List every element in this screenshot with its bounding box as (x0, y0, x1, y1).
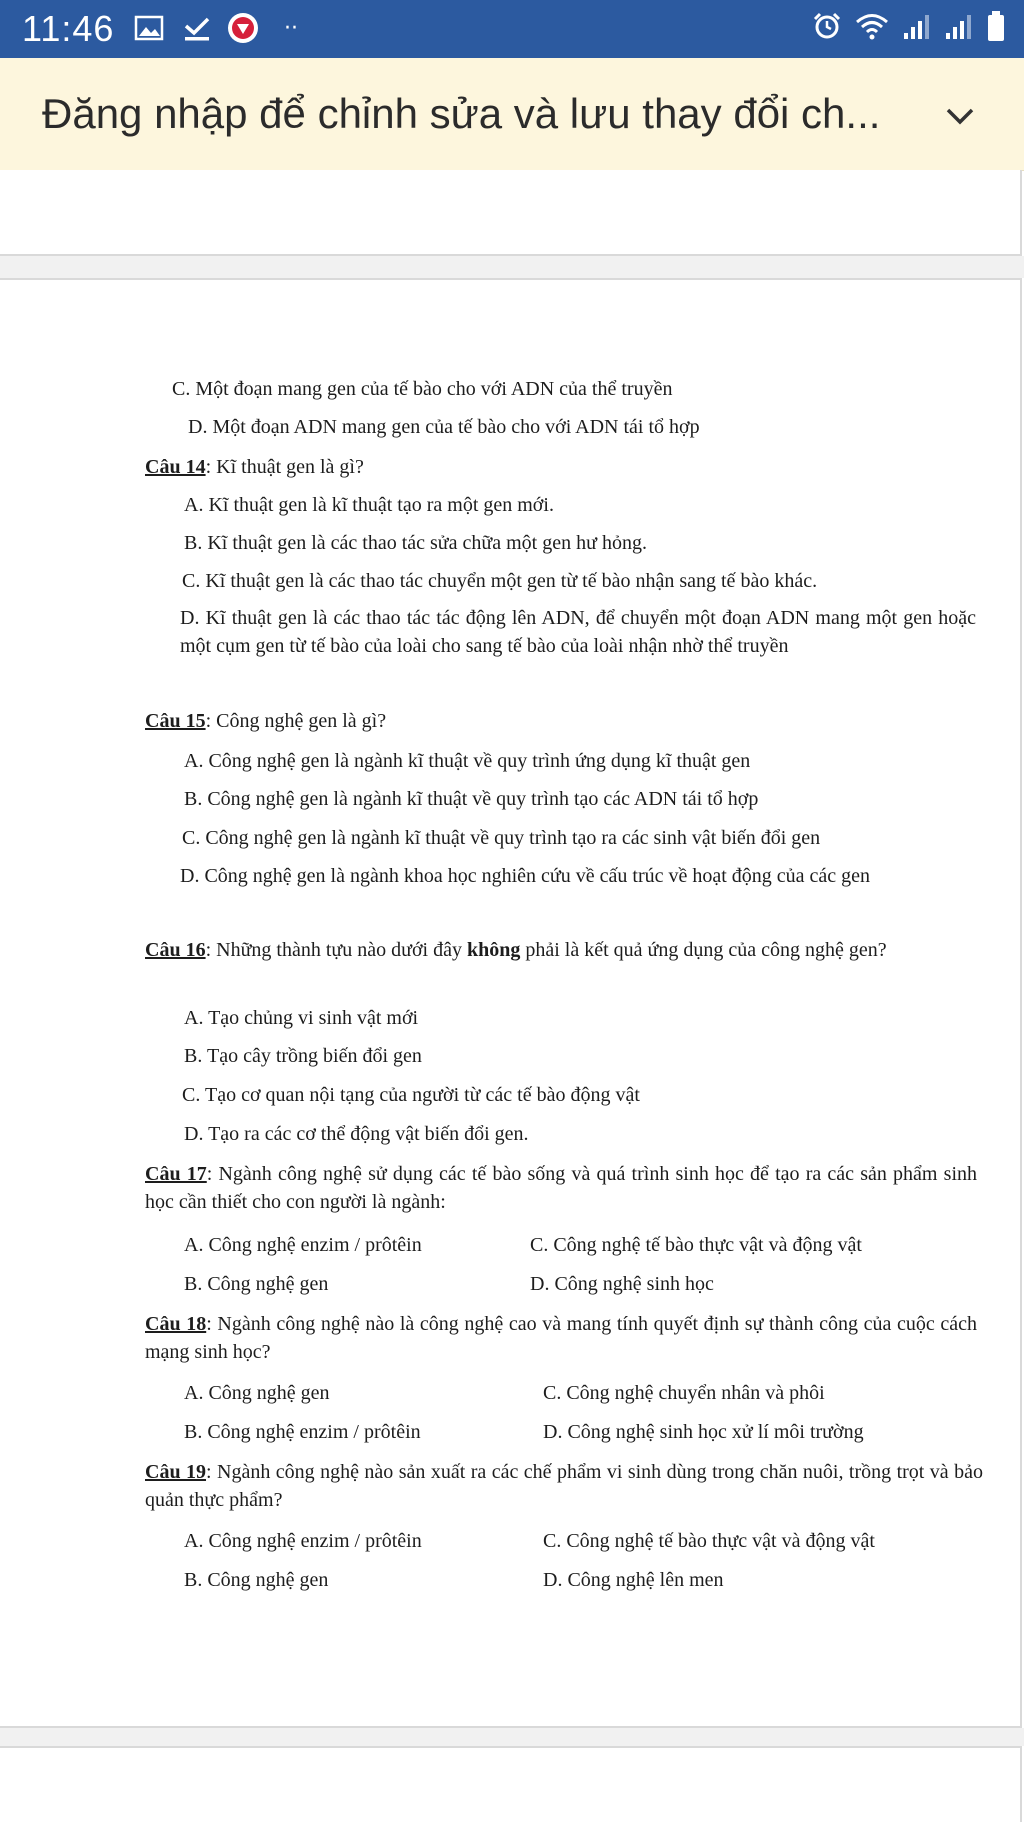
q16-option-b: B. Tạo cây trồng biến đổi gen (184, 1045, 422, 1067)
image-icon (134, 12, 164, 44)
q17-option-d: D. Công nghệ sinh học (530, 1273, 714, 1295)
q16-text-before: : Những thành tựu nào dưới đây (205, 939, 467, 961)
q17-question (145, 1160, 977, 1216)
q15-option-a: A. Công nghệ gen là ngành kĩ thuật về quy trình ứng dụng kĩ thuật gen (184, 750, 751, 772)
q17-option-c: C. Công nghệ tế bào thực vật và động vật (530, 1234, 862, 1256)
q15-number: Câu 15 (145, 710, 206, 732)
status-time: 11:46 (22, 8, 115, 49)
q19-option-c: C. Công nghệ tế bào thực vật và động vật (543, 1530, 875, 1552)
app-badge-icon (226, 12, 260, 44)
q19-option-a: A. Công nghệ enzim / prôtêin (184, 1530, 422, 1552)
next-page-area (0, 1746, 1022, 1822)
q17-option-b: B. Công nghệ gen (184, 1273, 329, 1295)
q18-option-c: C. Công nghệ chuyển nhân và phôi (543, 1382, 825, 1404)
q15-option-b: B. Công nghệ gen là ngành kĩ thuật về quy trình tạo các ADN tái tổ hợp (184, 788, 759, 810)
status-bar (0, 0, 1024, 58)
document-page (0, 278, 1022, 1728)
q13-option-d: D. Một đoạn ADN mang gen của tế bào cho với ADN tái tổ hợp (188, 416, 700, 438)
q18-number: Câu 18 (145, 1313, 207, 1335)
q19-option-b: B. Công nghệ gen (184, 1569, 329, 1591)
q15-option-d: D. Công nghệ gen là ngành khoa học nghiên cứu về cấu trúc về hoạt động của các gen (180, 865, 871, 887)
q13-option-c: C. Một đoạn mang gen của tế bào cho với ADN của thể truyền (172, 378, 673, 400)
page-gap (0, 256, 1024, 278)
q16-option-c: C. Tạo cơ quan nội tạng của người từ các tế bào động vật (182, 1084, 640, 1106)
q16-number: Câu 16 (145, 939, 206, 961)
q14-number: Câu 14 (145, 456, 206, 478)
wifi-icon (854, 11, 890, 46)
q17-text: : Ngành công nghệ sử dụng các tế bào sống và quá trình sinh học để tạo ra các sản phẩm sinh học cần thiết cho con người là ngành: (145, 1163, 977, 1213)
q15-question (145, 710, 386, 733)
q17-option-a: A. Công nghệ enzim / prôtêin (184, 1234, 422, 1256)
q14-option-a: A. Kĩ thuật gen là kĩ thuật tạo ra một gen mới. (184, 494, 554, 516)
q18-option-b: B. Công nghệ enzim / prôtêin (184, 1421, 421, 1443)
chevron-down-icon[interactable] (942, 102, 978, 132)
q15-text: : Công nghệ gen là gì? (205, 710, 387, 732)
q14-text: : Kĩ thuật gen là gì? (205, 456, 364, 478)
previous-page-area (0, 170, 1022, 256)
battery-icon (986, 10, 1006, 47)
q14-option-c: C. Kĩ thuật gen là các thao tác chuyển một gen từ tế bào nhận sang tế bào khác. (182, 570, 818, 592)
q19-text: : Ngành công nghệ nào sản xuất ra các chế phẩm vi sinh dùng trong chăn nuôi, trồng trọt và bảo quản thực phẩm? (145, 1461, 983, 1511)
signal-icon (944, 11, 974, 46)
q16-option-d: D. Tạo ra các cơ thể động vật biến đổi gen. (184, 1123, 529, 1145)
download-done-icon (182, 12, 212, 44)
q18-question (145, 1310, 977, 1366)
signal-icon (902, 11, 932, 46)
q18-option-a: A. Công nghệ gen (184, 1382, 330, 1404)
q14-question (145, 456, 364, 479)
q16-text-bold: không (466, 939, 521, 961)
status-icons (812, 10, 1006, 47)
q16-option-a: A. Tạo chủng vi sinh vật mới (184, 1007, 419, 1029)
alarm-icon (812, 11, 842, 46)
q19-number: Câu 19 (145, 1461, 207, 1483)
q17-number: Câu 17 (145, 1163, 207, 1185)
page-gap (0, 1728, 1024, 1746)
q19-question (145, 1458, 983, 1514)
q16-text-after: phải là kết quả ứng dụng của công nghệ gen? (520, 939, 887, 961)
q16-question (145, 936, 977, 964)
q18-option-d: D. Công nghệ sinh học xử lí môi trường (543, 1421, 864, 1443)
q14-option-d: D. Kĩ thuật gen là các thao tác tác động lên ADN, để chuyển một đoạn ADN mang một gen hoặc một cụm gen từ tế bào của loài cho sang tế bào của loài nhận nhờ thể truyền (180, 607, 976, 657)
login-banner[interactable] (0, 58, 1024, 171)
banner-text: Đăng nhập để chỉnh sửa và lưu thay đổi ch... (42, 90, 881, 137)
q18-text: : Ngành công nghệ nào là công nghệ cao và mang tính quyết định sự thành công của cuộc cách mạng sinh học? (145, 1313, 977, 1363)
q14-option-b: B. Kĩ thuật gen là các thao tác sửa chữa một gen hư hỏng. (184, 532, 647, 554)
more-dots-icon: ·· (284, 15, 298, 41)
q19-option-d: D. Công nghệ lên men (543, 1569, 724, 1591)
q15-option-c: C. Công nghệ gen là ngành kĩ thuật về quy trình tạo ra các sinh vật biến đổi gen (182, 827, 821, 849)
